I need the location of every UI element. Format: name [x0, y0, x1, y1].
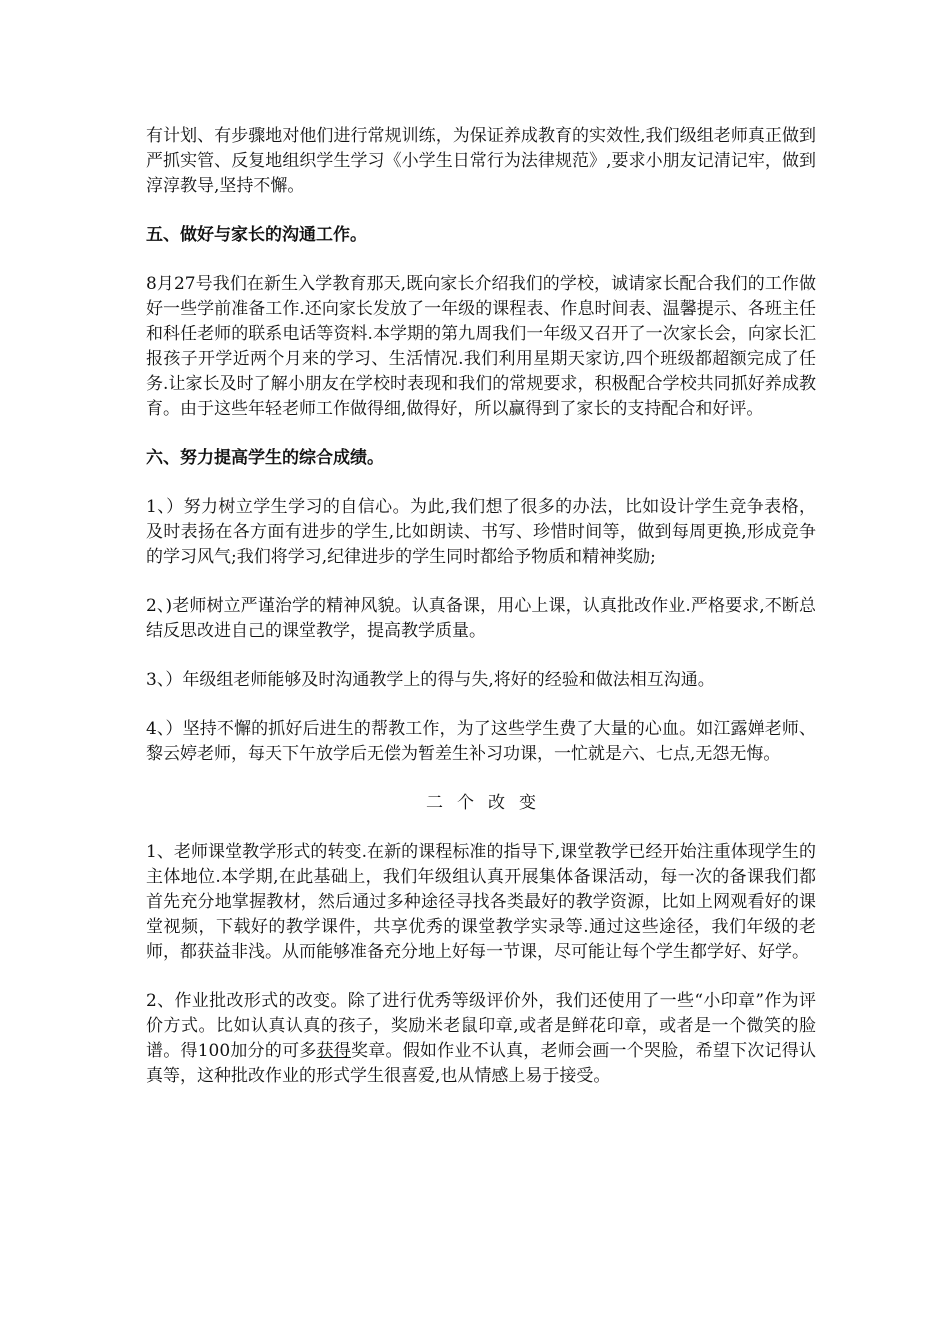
section-six-item-2: 2、)老师树立严谨治学的精神风貌。认真备课，用心上课，认真批改作业.严格要求,不断总结反思改进自己的课堂教学，提高教学质量。 [146, 596, 816, 641]
section-five-heading: 五、做好与家长的沟通工作。 [146, 225, 367, 245]
change-item-2-part-a: 2、作业批改形式的改变。除了进行优秀等级评价外，我们还使用了一些“小印章”作为评价方式。比如认真认真的孩子，奖励米老鼠印章,或者是鲜花印章，或者是一个微笑的脸谱。得100加分的可多 [146, 991, 816, 1061]
section-six-item-4: 4、）坚持不懈的抓好后进生的帮教工作，为了这些学生费了大量的心血。如江露婵老师、黎云婷老师，每天下午放学后无偿为暂差生补习功课，一忙就是六、七点,无怨无悔。 [146, 719, 816, 764]
section-six-item-1: 1、）努力树立学生学习的自信心。为此,我们想了很多的办法，比如设计学生竞争表格，及时表扬在各方面有进步的学生,比如朗读、书写、珍惜时间等，做到每周更换,形成竞争的学习风气;我们将学习,纪律进步的学生同时都给予物质和精神奖励; [146, 497, 816, 567]
intro-paragraph: 有计划、有步骤地对他们进行常规训练，为保证养成教育的实效性,我们级组老师真正做到严抓实管、反复地组织学生学习《小学生日常行为法律规范》,要求小朋友记清记牢，做到淳淳教导,坚持不懈。 [146, 126, 816, 196]
change-item-1: 1、老师课堂教学形式的转变.在新的课程标准的指导下,课堂教学已经开始注重体现学生的主体地位.本学期,在此基础上，我们年级组认真开展集体备课活动，每一次的备课我们都首先充分地掌握教材，然后通过多种途径寻找各类最好的教学资源，比如上网观看好的课堂视频，下载好的教学课件，共享优秀的课堂教学实录等.通过这些途径，我们年级的老师，都获益非浅。从而能够准备充分地上好每一节课，尽可能让每个学生都学好、好学。 [146, 842, 816, 962]
section-six-heading: 六、努力提高学生的综合成绩。 [146, 448, 384, 468]
two-changes-heading: 二个改变 [426, 793, 550, 813]
change-item-2-part-c: 奖章。假如作业不认真，老师会画一个哭脸，希望下次记得认真等，这种批改作业的形式学生很喜爱,也从情感上易于接受。 [146, 1041, 817, 1086]
section-six-item-3: 3、）年级组老师能够及时沟通教学上的得与失,将好的经验和做法相互沟通。 [146, 670, 715, 690]
document-body [146, 124, 816, 1113]
section-five-paragraph: 8月27号我们在新生入学教育那天,既向家长介绍我们的学校，诚请家长配合我们的工作做好一些学前准备工作.还向家长发放了一年级的课程表、作息时间表、温馨提示、各班主任和科任老师的联系电话等资料.本学期的第九周我们一年级又召开了一次家长会，向家长汇报孩子开学近两个月来的学习、生活情况.我们利用星期天家访,四个班级都超额完成了任务.让家长及时了解小朋友在学校时表现和我们的常规要求，积极配合学校共同抓好养成教育。由于这些年轻老师工作做得细,做得好，所以赢得到了家长的支持配合和好评。 [146, 274, 816, 419]
underlined-word: 获得 [316, 1041, 351, 1061]
change-item-2 [146, 989, 816, 1089]
